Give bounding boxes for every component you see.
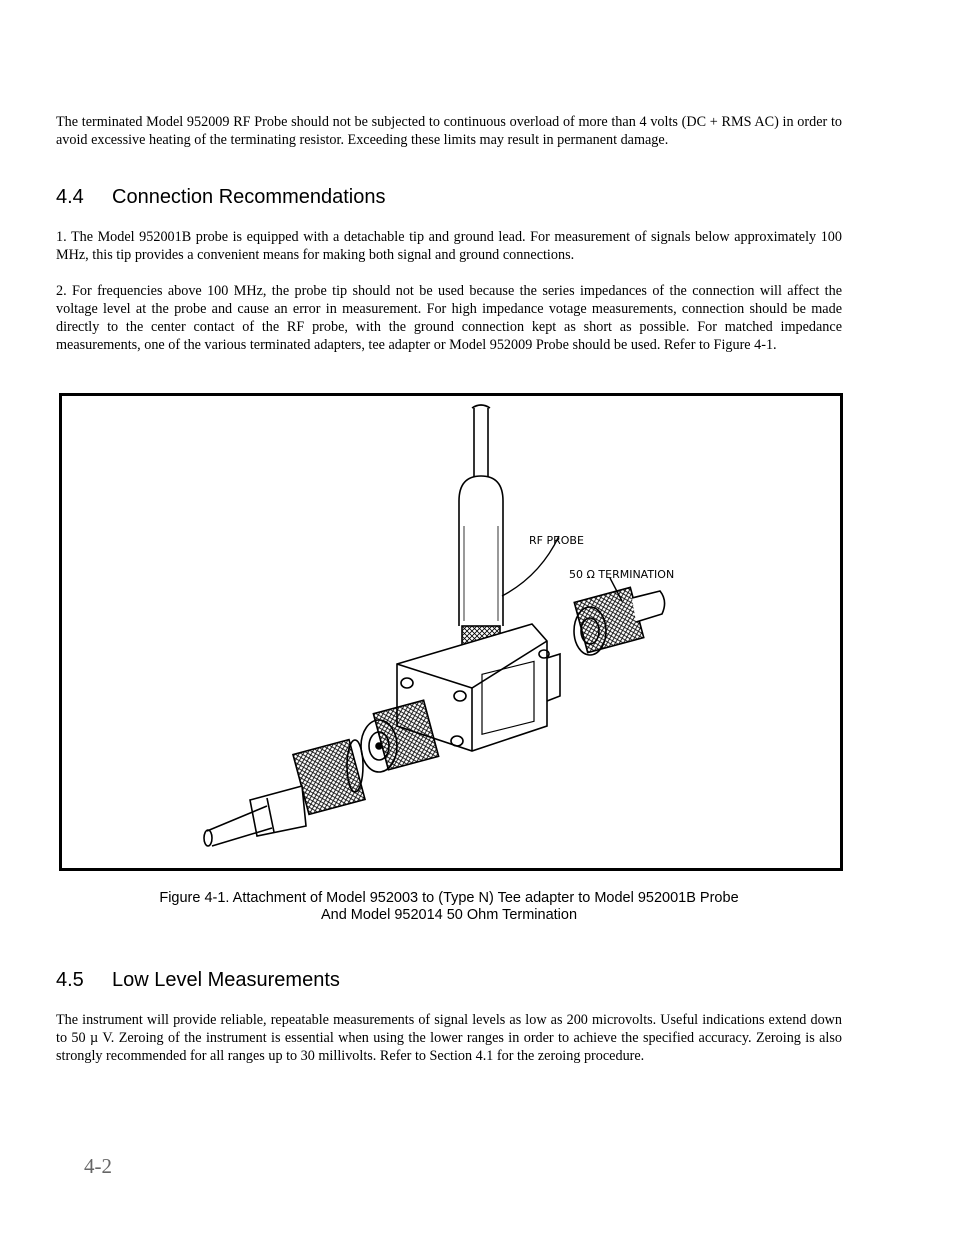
section-heading-4-4 <box>56 186 386 209</box>
section-number: 4.5 <box>56 969 84 991</box>
connection-paragraph-2: 2. For frequencies above 100 MHz, the probe tip should not be used because the series impedances of the connection will affect the voltage level at the probe and cause an error in measurement. For high impedance votage measurements, connection should be made directly to the center contact of the RF probe, with the ground connection kept as short as possible. For matched impedance measurements, one of the various terminated adapters, tee adapter or Model 952009 Probe should be used. Refer to Figure 4-1. <box>56 283 842 353</box>
connection-paragraph-1: 1. The Model 952001B probe is equipped with a detachable tip and ground lead. For measurement of signals below approximately 100 MHz, this tip provides a convenient means for making both signal and ground connections. <box>56 229 842 263</box>
section-title: Low Level Measurements <box>112 969 340 991</box>
rf-probe-label: RF PROBE <box>529 534 584 547</box>
section-number: 4.4 <box>56 186 84 208</box>
section-title: Connection Recommendations <box>112 186 386 208</box>
section-heading-4-5 <box>56 969 340 992</box>
probe-illustration <box>62 396 840 868</box>
caption-line-2: And Model 952014 50 Ohm Termination <box>320 907 578 923</box>
low-level-paragraph: The instrument will provide reliable, repeatable measurements of signal levels as low as 200 microvolts. Useful indications extend down to 50 µ V. Zeroing of the instrument is essential when using the lower ranges in order to achieve the specified accuracy. Zeroing is also strongly recommended for all ranges up to 30 millivolts. Refer to Section 4.1 for the zeroing procedure. <box>56 1012 842 1064</box>
figure-caption <box>56 890 842 924</box>
page-number: 4-2 <box>84 1154 112 1178</box>
caption-line-1: Figure 4-1. Attachment of Model 952003 to (Type N) Tee adapter to Model 952001B Probe <box>159 890 739 906</box>
termination-label: 50 Ω TERMINATION <box>569 568 675 581</box>
figure-4-1 <box>59 393 843 871</box>
intro-paragraph: The terminated Model 952009 RF Probe should not be subjected to continuous overload of more than 4 volts (DC + RMS AC) in order to avoid excessive heating of the terminating resistor. Exceeding these limits may result in permanent damage. <box>56 114 842 148</box>
